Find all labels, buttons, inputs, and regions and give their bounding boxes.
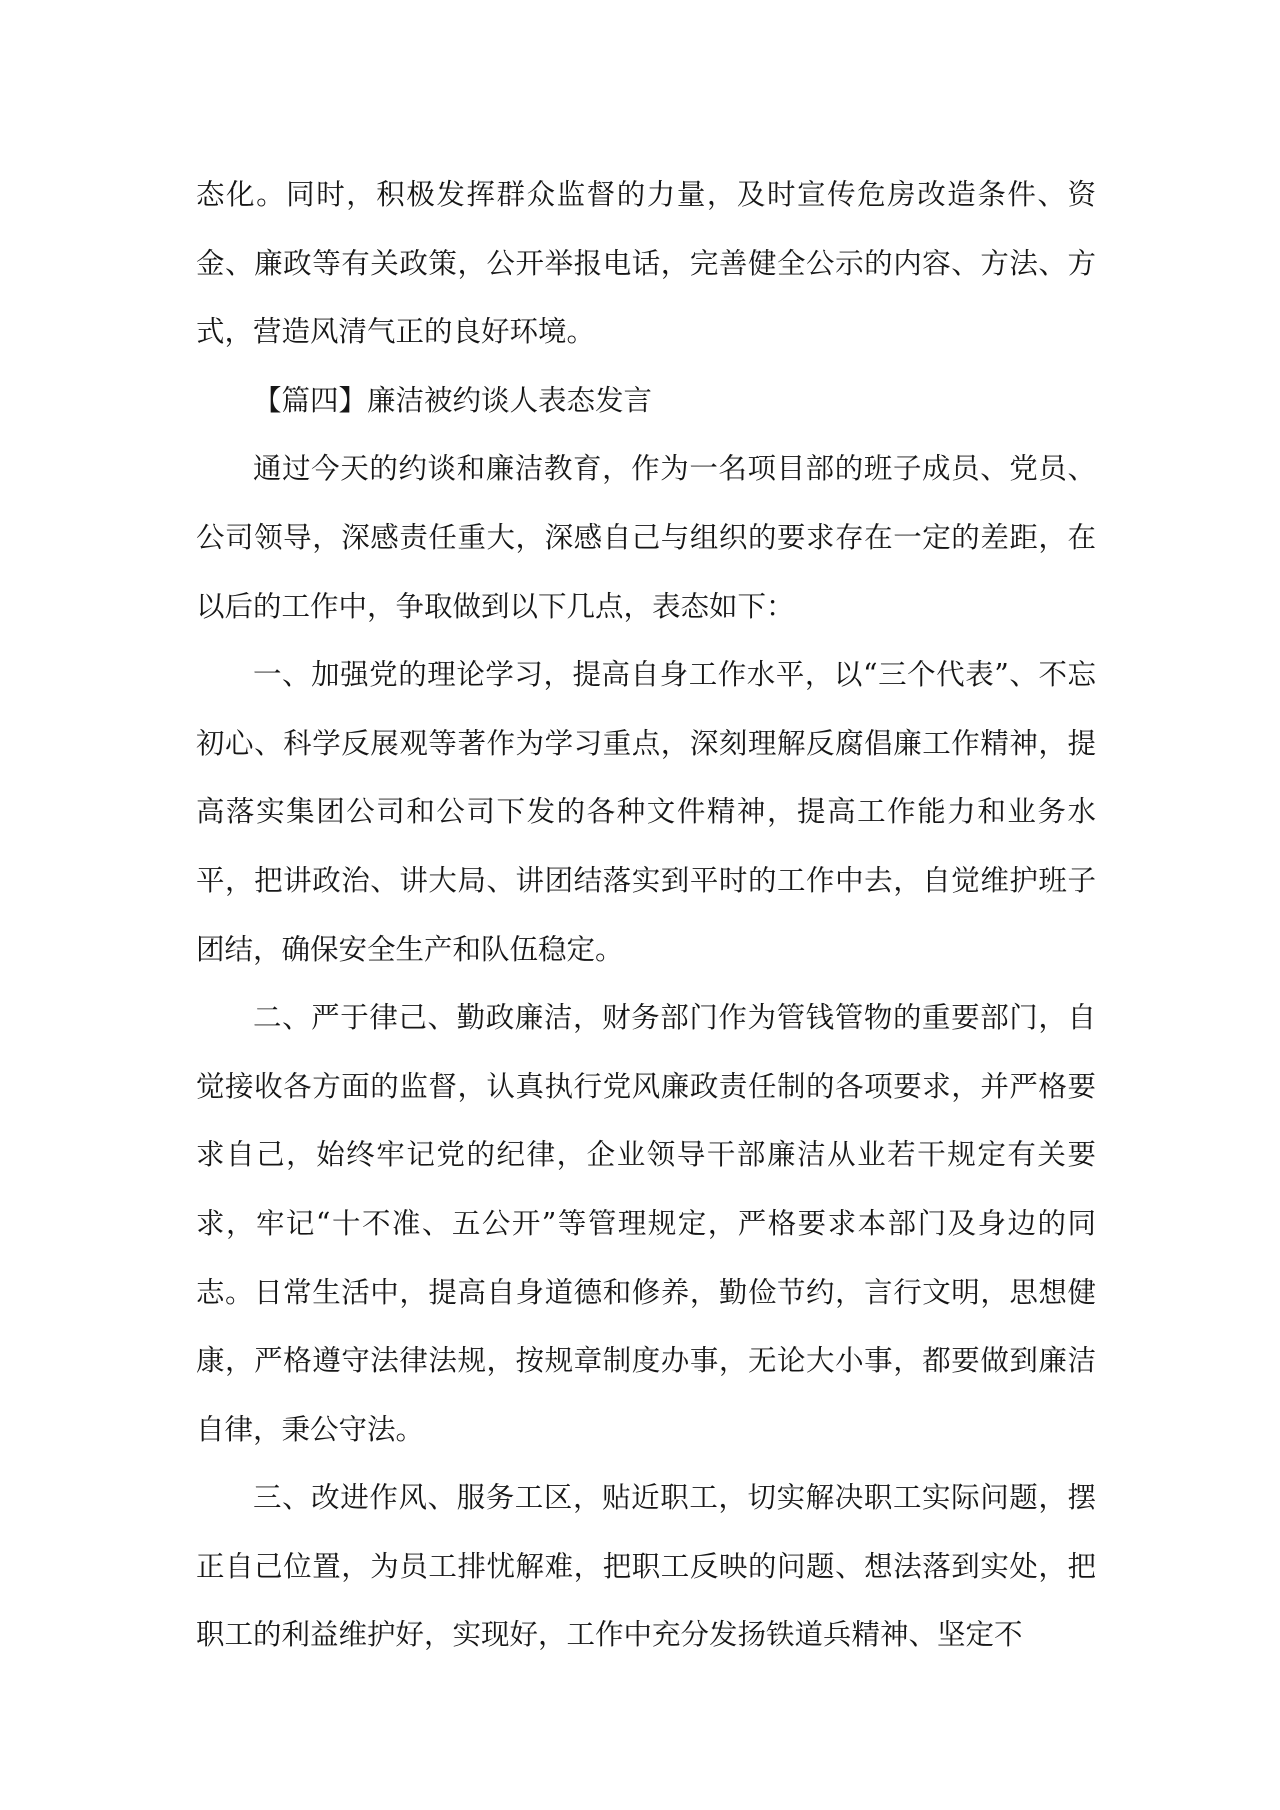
paragraph: 一、加强党的理论学习，提高自身工作水平，以“三个代表”、不忘初心、科学反展观等著作为学习重点，深刻理解反腐倡廉工作精神，提高落实集团公司和公司下发的各种文件精神，提高工作能力和业务水平，把讲政治、讲大局、讲团结落实到平时的工作中去，自觉维护班子团结，确保安全生产和队伍稳定。 xyxy=(196,658,1096,966)
section-heading: 【篇四】廉洁被约谈人表态发言 xyxy=(253,383,653,417)
document-body xyxy=(196,161,1096,1670)
paragraph: 三、改进作风、服务工区，贴近职工，切实解决职工实际问题，摆正自己位置，为员工排忧解难，把职工反映的问题、想法落到实处，把职工的利益维护好，实现好，工作中充分发扬铁道兵精神、坚定不 xyxy=(196,1481,1096,1652)
paragraph-continuation: 态化。同时，积极发挥群众监督的力量，及时宣传危房改造条件、资金、廉政等有关政策，公开举报电话，完善健全公示的内容、方法、方式，营造风清气正的良好环境。 xyxy=(196,178,1096,349)
paragraph: 通过今天的约谈和廉洁教育，作为一名项目部的班子成员、党员、公司领导，深感责任重大，深感自己与组织的要求存在一定的差距，在以后的工作中，争取做到以下几点，表态如下： xyxy=(196,452,1096,623)
paragraph: 二、严于律己、勤政廉洁，财务部门作为管钱管物的重要部门，自觉接收各方面的监督，认真执行党风廉政责任制的各项要求，并严格要求自己，始终牢记党的纪律，企业领导干部廉洁从业若干规定有关要求，牢记“十不准、五公开”等管理规定，严格要求本部门及身边的同志。日常生活中，提高自身道德和修养，勤俭节约，言行文明，思想健康，严格遵守法律法规，按规章制度办事，无论大小事，都要做到廉洁自律，秉公守法。 xyxy=(196,1001,1096,1446)
